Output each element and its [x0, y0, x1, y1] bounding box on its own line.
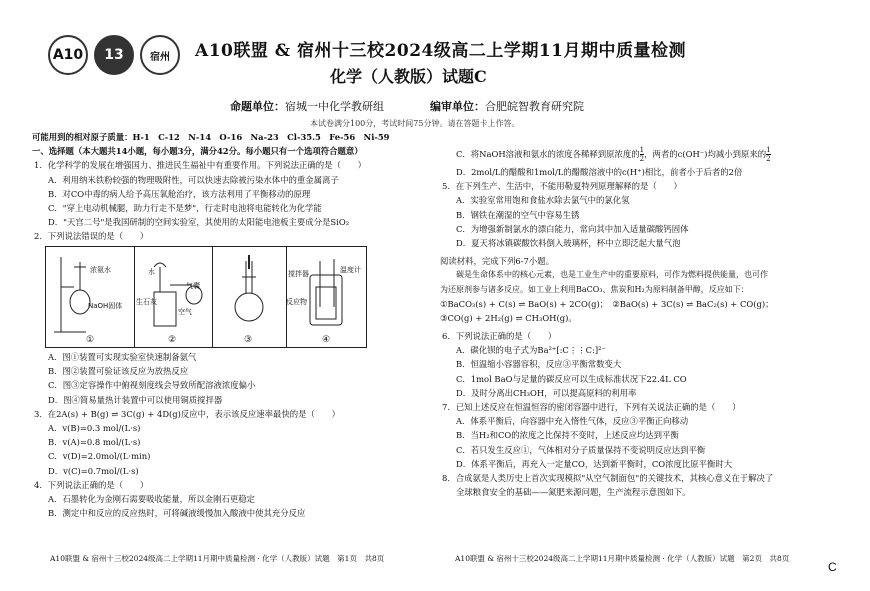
question-5: 5．在下列生产、生活中，不能用勒夏特列原理解释的是（ ）: [442, 181, 682, 192]
equation-3: ③CO(g) + 2H₂(g) ⇌ CH₃OH(g)。: [440, 312, 577, 323]
question-1: 1．化学科学的发展在增强国力、推进民生福祉中有重要作用。下列说法正确的是（ ）: [34, 160, 366, 171]
option-5a: A．实验室常用饱和食盐水除去氯气中的氯化氢: [456, 195, 630, 206]
option-5c: C．为增强新制氯水的漂白能力，常向其中加入适量碳酸钙固体: [456, 223, 689, 234]
volumetric-flask-icon: [212, 247, 286, 347]
school-logo-1: A10: [48, 35, 88, 75]
school-logo-3: 宿州: [140, 35, 180, 75]
exam-title: A10联盟 & 宿州十三校2024级高二上学期11月期中质量检测: [195, 41, 687, 61]
diagram-1: [46, 247, 135, 347]
option-2c: C．图③定容操作中俯视刻度线会导致所配溶液浓度偏小: [48, 380, 256, 391]
footer-page-1: A10联盟 & 宿州十三校2024级高二上学期11月期中质量检测 · 化学（人教版）试题 第1页 共8页: [50, 554, 385, 563]
exam-note: 本试卷满分100分，考试时间75分钟。请在答题卡上作答。: [310, 119, 520, 128]
option-3c: C．v(D)=2.0mol/(L·min): [48, 451, 151, 462]
diagram-3: [212, 247, 287, 347]
diagram-2: [134, 247, 213, 347]
option-1b: B．对CO中毒的病人给予高压氧舱治疗，该方法利用了平衡移动的原理: [48, 188, 311, 199]
left-column: [32, 130, 432, 244]
editor-unit: 编审单位：合肥皖智教育研究院: [430, 100, 584, 113]
option-4c: C．将NaOH溶液和氨水的浓度各稀释到原浓度的 $\frac{1}{2}$ ，两者的c(OH⁻)均减小到原来的 $\frac{1}{2}$: [456, 146, 771, 163]
option-3b: B．v(A)=0.8 mol/(L·s): [48, 437, 141, 448]
label-thermometer: 温度计: [340, 266, 361, 274]
label-quicklime: 生石灰: [136, 298, 157, 306]
option-6b: B．恒温缩小容器容积，反应③平衡常数变大: [456, 359, 622, 370]
option-6d: D．及时分离出CH₃OH，可以提高原料的利用率: [456, 387, 637, 398]
question-6: 6．下列说法正确的是（ ）: [442, 331, 557, 342]
option-2b: B．图②装置可验证该反应为放热反应: [48, 366, 189, 377]
right-column: [440, 143, 850, 499]
diagram-number-4: ④: [322, 335, 331, 345]
question-8: 8．合成氨是人类历史上首次实现模拟"从空气制面包"的关键技术，其核心意义在于解决了: [442, 472, 774, 483]
option-3a: A．v(B)=0.3 mol/(L·s): [48, 422, 141, 433]
option-3d: D．v(C)=0.7mol/(L·s): [48, 465, 139, 476]
option-1a: A．利用纳米铁粉较强的物理吸附性，可以快速去除被污染水体中的重金属离子: [48, 174, 339, 185]
left-column-continued: [32, 350, 432, 520]
proposer-unit: 命题单位：宿城一中化学教研组: [230, 100, 384, 113]
section-heading: 一、选择题（本大题共14小题，每小题3分，满分42分。每小题只有一个选项符合题意）: [32, 146, 363, 157]
apparatus-diagrams: [45, 246, 367, 348]
option-5d: D．夏天将冰镇碳酸饮料倒入玻璃杯，杯中立即泛起大量气泡: [456, 237, 681, 248]
equation-1-2: ①BaCO₃(s) + C(s) ⇌ BaO(s) + 2CO(g)； ②BaO(s) + 3C(s) ⇌ BaC₂(s) + CO(g)；: [440, 298, 774, 309]
question-2: 2．下列说法错误的是（ ）: [34, 231, 149, 242]
atomic-masses: 可能用到的相对原子质量：H-1 C-12 N-14 O-16 Na-23 Cl-35.5 Fe-56 Ni-59: [32, 132, 390, 142]
option-6c: C．1mol BaO与足量的碳反应可以生成标准状况下22.4L CO: [456, 373, 687, 384]
diagram-number-2: ②: [168, 335, 177, 345]
option-7c: C．若只发生反应①，气体相对分子质量保持不变说明反应达到平衡: [456, 444, 706, 455]
question-4: 4．下列说法正确的是（ ）: [34, 479, 149, 490]
material-line-2: 为还原剂参与诸多反应。如工业上利用BaCO₃、焦炭和H₂为原料制备甲醇，反应如下：: [440, 284, 749, 294]
material-line-1: 碳是生命体系中的核心元素，也是工业生产中的重要原料，可作为燃料提供能量，也可作: [440, 270, 768, 280]
exam-subtitle: 化学（人教版）试题C: [330, 67, 487, 86]
question-8-continued: 全球粮食安全的基础——氮肥来源问题，生产流程示意图如下。: [456, 487, 691, 498]
option-4a: A．石墨转化为金刚石需要吸收能量，所以金刚石更稳定: [48, 493, 256, 504]
footer-page-2: A10联盟 & 宿州十三校2024级高二上学期11月期中质量检测 · 化学（人教版）试题 第2页 共8页: [455, 554, 790, 563]
ammonia-apparatus-icon: [46, 247, 134, 347]
option-6a: A．碳化钡的电子式为Ba²⁺[:C⋮⋮C:]²⁻: [456, 345, 606, 356]
option-5b: B．钢铁在潮湿的空气中容易生锈: [456, 209, 580, 220]
fraction-half-1: $\frac{1}{2}$: [639, 146, 645, 163]
label-stirrer: 搅拌器: [288, 270, 309, 278]
label-water: 水: [148, 268, 155, 276]
fraction-half-2: $\frac{1}{2}$: [766, 146, 771, 163]
version-letter: C: [828, 560, 837, 574]
label-conc-ammonia: 浓氨水: [90, 266, 111, 274]
school-logo-2: 13: [94, 35, 134, 75]
label-air: 空气: [178, 308, 192, 316]
diagram-number-3: ③: [244, 335, 253, 345]
label-reactants: 反应物: [286, 298, 307, 306]
diagram-4: [286, 247, 366, 347]
option-2a: A．图①装置可实现实验室快速制备氨气: [48, 352, 197, 362]
option-7d: D．体系平衡后，再充入一定量CO，达到新平衡时，CO浓度比原平衡时大: [456, 458, 733, 469]
question-7: 7．已知上述反应在恒温恒容的密闭容器中进行，下列有关说法正确的是（ ）: [442, 402, 741, 412]
reading-instruction: 阅读材料，完成下列6-7小题。: [440, 256, 554, 267]
diagram-number-1: ①: [86, 335, 95, 345]
option-1c: C．"穿上电动机械腿，助力行走不是梦"，行走时电池将电能转化为化学能: [48, 202, 322, 213]
option-2d: D．图④简易量热计装置中可以使用铜质搅拌器: [48, 394, 223, 405]
label-air-bag: 气囊: [186, 282, 200, 290]
option-7b: B．当H₂和CO的浓度之比保持不变时，上述反应均达到平衡: [456, 430, 679, 441]
label-naoh: NaOH固体: [88, 302, 123, 310]
option-4b: B．测定中和反应的反应热时，可将碱液缓慢加入酸液中使其充分反应: [48, 508, 306, 519]
option-1d: D．"天宫二号"是我国研制的空间实验室，其使用的太阳能电池板主要成分是SiO₂: [48, 217, 350, 228]
option-4d: D．2mol/L的醋酸和1mol/L的醋酸溶液中的c(H⁺)相比，前者小于后者的2倍: [456, 167, 743, 177]
option-7a: A．体系平衡后，向容器中充入惰性气体，反应③平衡正向移动: [456, 416, 689, 427]
question-3: 3．在2A(s) + B(g) ⇌ 3C(g) + 4D(g)反应中，表示该反应速率最快的是（ ）: [34, 408, 341, 419]
